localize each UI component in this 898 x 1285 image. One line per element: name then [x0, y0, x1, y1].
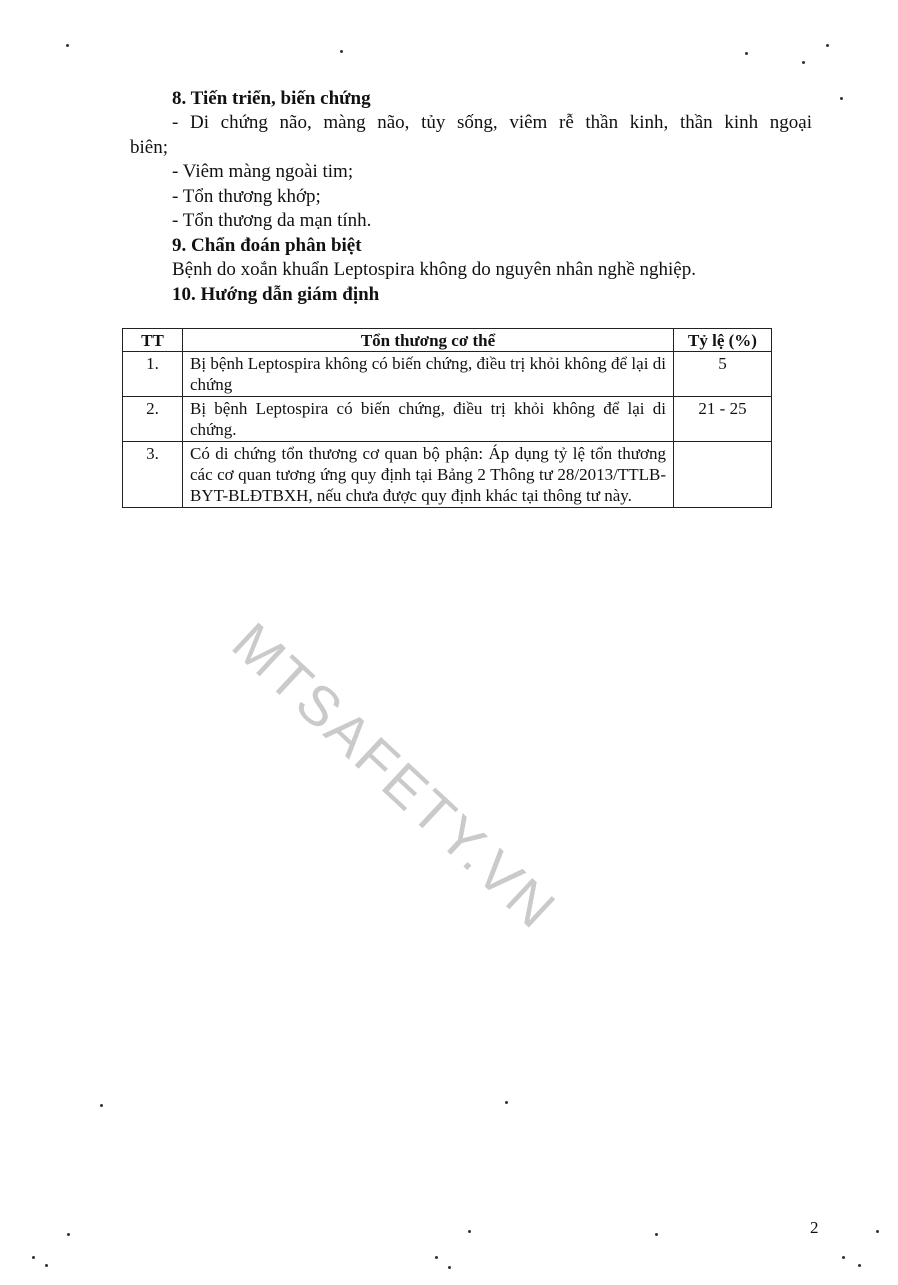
- scan-speck: [745, 52, 748, 55]
- row-rate: 5: [674, 352, 772, 397]
- row-rate: [674, 442, 772, 508]
- section-8-item-1-continued: biên;: [130, 137, 168, 158]
- section-8-item-4: - Tổn thương da mạn tính.: [172, 210, 372, 231]
- table-header-row: [123, 329, 772, 352]
- section-9-heading: 9. Chẩn đoán phân biệt: [172, 235, 362, 256]
- page-number: 2: [810, 1218, 819, 1237]
- section-10-heading: 10. Hướng dẫn giám định: [172, 284, 380, 305]
- scan-speck: [66, 44, 69, 47]
- section-8-heading: 8. Tiến triển, biến chứng: [172, 88, 371, 109]
- row-injury: Bị bệnh Leptospira có biến chứng, điều trị khỏi không để lại di chứng.: [183, 397, 674, 442]
- scan-speck: [448, 1266, 451, 1269]
- assessment-table: [122, 328, 772, 508]
- scan-speck: [858, 1264, 861, 1267]
- scan-speck: [468, 1230, 471, 1233]
- row-injury: Bị bệnh Leptospira không có biến chứng, điều trị khỏi không để lại di chứng: [183, 352, 674, 397]
- row-injury: Có di chứng tổn thương cơ quan bộ phận: Áp dụng tỷ lệ tổn thương các cơ quan tương ứng quy định tại Bảng 2 Thông tư 28/2013/TTLB-BYT-BLĐTBXH, nếu chưa được quy định khác tại thông tư này.: [183, 442, 674, 508]
- scan-speck: [826, 44, 829, 47]
- section-8-item-1: - Di chứng não, màng não, tủy sống, viêm rễ thần kinh, thần kinh ngoại: [172, 112, 812, 133]
- scan-speck: [45, 1264, 48, 1267]
- table-row: [123, 352, 772, 397]
- header-tt: TT: [123, 329, 183, 352]
- scan-speck: [842, 1256, 845, 1259]
- scan-speck: [876, 1230, 879, 1233]
- table-row: [123, 442, 772, 508]
- header-rate: Tỷ lệ (%): [674, 329, 772, 352]
- row-rate: 21 - 25: [674, 397, 772, 442]
- row-number: 1.: [123, 352, 183, 397]
- scan-speck: [32, 1256, 35, 1259]
- row-number: 2.: [123, 397, 183, 442]
- watermark: MTSAFETY.VN: [220, 610, 570, 942]
- section-8-item-2: - Viêm màng ngoài tim;: [172, 161, 354, 182]
- header-injury: Tổn thương cơ thể: [183, 329, 674, 352]
- scan-speck: [67, 1233, 70, 1236]
- scan-speck: [100, 1104, 103, 1107]
- row-number: 3.: [123, 442, 183, 508]
- scan-speck: [340, 50, 343, 53]
- section-9-text: Bệnh do xoắn khuẩn Leptospira không do nguyên nhân nghề nghiệp.: [172, 259, 696, 280]
- scan-speck: [655, 1233, 658, 1236]
- table-row: [123, 397, 772, 442]
- scan-speck: [802, 61, 805, 64]
- section-8-item-3: - Tổn thương khớp;: [172, 186, 321, 207]
- scan-speck: [505, 1101, 508, 1104]
- scan-speck: [435, 1256, 438, 1259]
- scan-speck: [840, 97, 843, 100]
